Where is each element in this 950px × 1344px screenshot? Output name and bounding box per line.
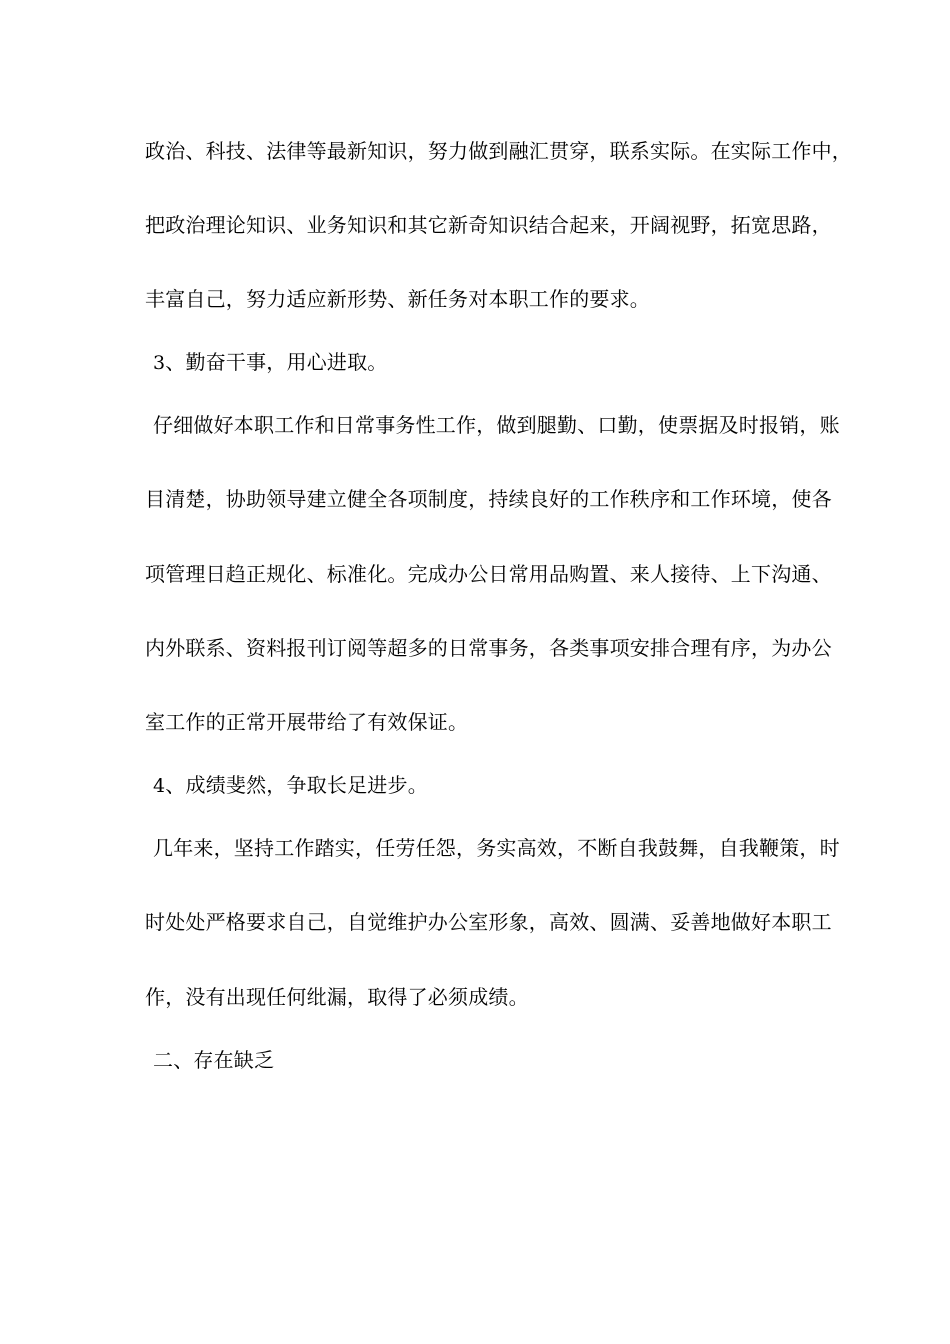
paragraph-line: 项管理日趋正规化、标准化。完成办公日常用品购置、来人接待、上下沟通、	[145, 562, 832, 586]
paragraph-line: 作，没有出现任何纰漏，取得了必须成绩。	[145, 985, 529, 1009]
paragraph-line: 几年来，坚持工作踏实，任劳任怨，务实高效，不断自我鼓舞，自我鞭策，时	[153, 836, 840, 860]
paragraph-line: 室工作的正常开展带给了有效保证。	[145, 710, 469, 734]
heading-text: 、成绩斐然，争取长足进步。	[165, 773, 428, 797]
section-heading-2: 二、存在缺乏	[153, 1048, 275, 1072]
paragraph-line: 丰富自己，努力适应新形势、新任务对本职工作的要求。	[145, 287, 650, 311]
heading-number: 4	[153, 775, 166, 797]
paragraph-line: 目清楚，协助领导建立健全各项制度，持续良好的工作秩序和工作环境，使各	[145, 487, 832, 511]
paragraph-line: 政治、科技、法律等最新知识，努力做到融汇贯穿，联系实际。在实际工作中，	[145, 139, 852, 163]
paragraph-line: 仔细做好本职工作和日常事务性工作，做到腿勤、口勤，使票据及时报销，账	[153, 413, 840, 437]
section-heading-4	[153, 772, 823, 799]
heading-number: 3	[153, 352, 166, 374]
heading-text: 、勤奋干事，用心进取。	[165, 350, 388, 374]
paragraph-line: 内外联系、资料报刊订阅等超多的日常事务，各类事项安排合理有序，为办公	[145, 636, 832, 660]
paragraph-line: 把政治理论知识、业务知识和其它新奇知识结合起来，开阔视野，拓宽思路，	[145, 213, 832, 237]
paragraph-line: 时处处严格要求自己，自觉维护办公室形象，高效、圆满、妥善地做好本职工	[145, 910, 832, 934]
section-heading-3	[153, 349, 823, 376]
